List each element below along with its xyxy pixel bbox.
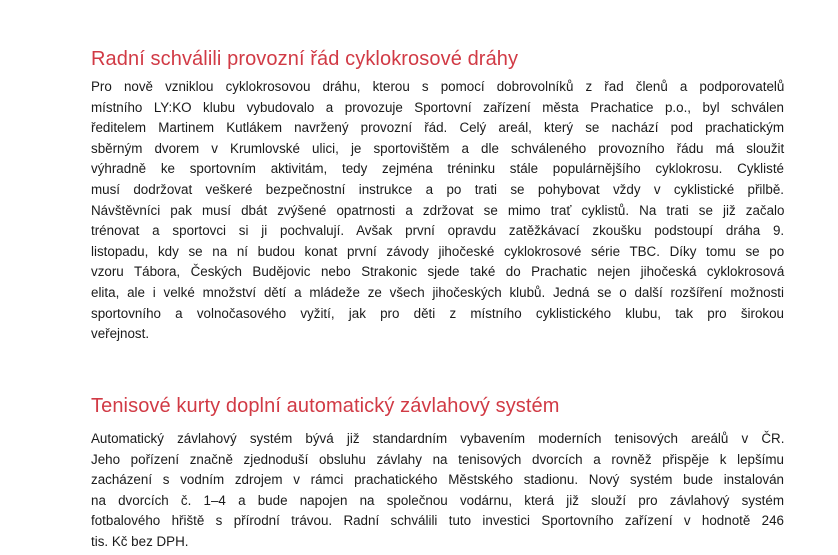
text-line: Jeho pořízení značně zjednoduší obsluhu závlahy na tenisových dvorcích a rovněž přispěje k lepšímu bbox=[91, 451, 784, 467]
text-line: elita, ale i velké množství dětí a mládeže ze všech jihočeských klubů. Jedná se o další rozšíření možnosti bbox=[91, 284, 784, 300]
text-line: výhradně ke sportovním aktivitám, tedy zejména tréninku stále populárnějšího cyklokrosu. Cyklisté bbox=[91, 161, 784, 177]
article-body-tennis bbox=[91, 429, 784, 553]
document-page bbox=[91, 46, 785, 549]
text-line: sportovního a volnočasového vyžití, jak pro děti z místního cyklistického klubu, tak pro širokou bbox=[91, 305, 784, 321]
text-line: listopadu, kdy se na ní budou konat první závody jihočeské cyklokrosové série TBC. Díky tomu se po bbox=[91, 243, 785, 259]
article-heading-cyclocross: Radní schválili provozní řád cyklokrosové dráhy bbox=[91, 48, 519, 70]
text-line: Návštěvníci pak musí dbát zvýšené opatrnosti a zdržovat se mimo trať cyklistů. Na trati se již začalo bbox=[91, 202, 785, 218]
text-line: Pro nově vzniklou cyklokrosovou dráhu, kterou s pomocí dobrovolníků z řad členů a podporovatelů bbox=[91, 79, 785, 94]
text-line: Automatický závlahový systém bývá již standardním vybavením moderních tenisových areálů v ČR. bbox=[91, 431, 785, 446]
text-line: zacházení s vodním zdrojem v rámci prachatického Městského stadionu. Nový systém bude instalován bbox=[91, 472, 784, 488]
text-line: trénovat a sportovci si ji pochvalují. Avšak první opravdu zatěžkávací zkoušku podstoupí dráha 9. bbox=[91, 223, 785, 239]
text-line: sběrným dvorem v Krumlovské ulici, je sportovištěm a dle schváleného provozního řádu má sloužit bbox=[91, 140, 785, 156]
text-line: veřejnost. bbox=[91, 326, 150, 342]
text-line: fotbalového hřiště s přírodní trávou. Radní schválili tuto investici Sportovního zařízení v hodnotě 246 bbox=[91, 513, 784, 529]
text-line: ředitelem Martinem Kutlákem navržený provozní řád. Celý areál, který se nachází pod prachatickým bbox=[91, 120, 784, 136]
text-line: místního LY:KO klubu vybudovalo a provozuje Sportovní zařízení města Prachatice p.o., byl schválen bbox=[91, 99, 784, 115]
text-line: musí dodržovat veškeré bezpečnostní instrukce a po trati se pohybovat vždy v cyklistické přilbě. bbox=[91, 181, 784, 197]
article-body-cyclocross bbox=[91, 77, 784, 345]
text-line: na dvorcích č. 1–4 a bude napojen na společnou vodárnu, která již slouží pro závlahový systém bbox=[91, 492, 784, 508]
text-line: vzoru Tábora, Českých Budějovic nebo Strakonic sjede také do Prachatic nejen jihočeská cyklokrosová bbox=[91, 264, 785, 280]
text-line: tis. Kč bez DPH. bbox=[91, 533, 189, 549]
article-heading-tennis: Tenisové kurty doplní automatický závlahový systém bbox=[91, 395, 560, 417]
